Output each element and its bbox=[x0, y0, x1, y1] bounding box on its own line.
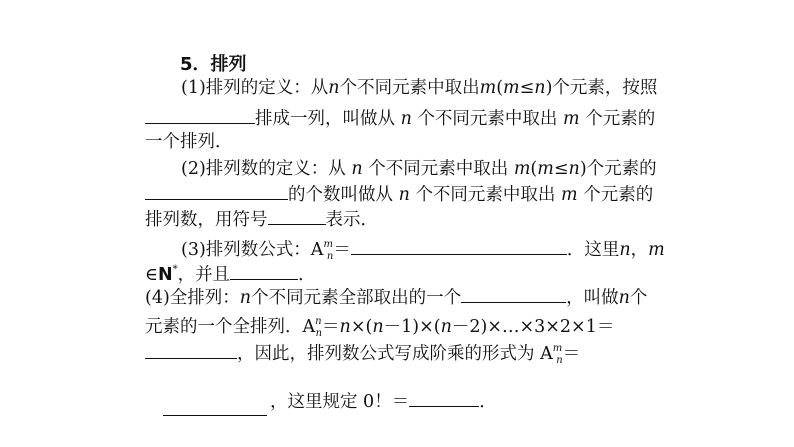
blank-permutation-formula[interactable] bbox=[351, 237, 567, 255]
blank-condition[interactable] bbox=[230, 262, 298, 280]
p2-line2: 的个数叫做从 n 个不同元素中取出 m 个元素的 bbox=[145, 182, 653, 206]
blank-zero-factorial[interactable] bbox=[409, 389, 479, 407]
blank-all-arrangements[interactable] bbox=[145, 182, 288, 200]
p3-line2: ∈N*，并且 ． bbox=[145, 264, 316, 285]
p3-line1: (3)排列数公式：$A^m_n=$ ．这里n，m bbox=[181, 239, 665, 262]
p4-line3: ，因此，排列数公式写成阶乘的形式为 $A^m_n=$ bbox=[145, 338, 580, 372]
section-title: 5．排列 bbox=[180, 54, 247, 75]
p1-line1: (1)排列的定义：从n个不同元素中取出m(m≤n)个元素，按照 bbox=[181, 78, 658, 98]
blank-factorial[interactable] bbox=[145, 341, 237, 359]
blank-full-permutation[interactable] bbox=[461, 285, 566, 303]
p4-line4: ，这里规定 0！＝ ． bbox=[270, 389, 497, 413]
p1-line2: 排成一列，叫做从 n 个不同元素中取出 m 个元素的 bbox=[145, 106, 655, 130]
p4-line1: (4)全排列：n个不同元素全部取出的一个 ，叫做n个 bbox=[145, 285, 647, 309]
p2-line3: 排列数，用符号 表示． bbox=[145, 207, 378, 231]
blank-arrange-order[interactable] bbox=[145, 106, 255, 124]
p2-line1: (2)排列数的定义：从 n 个不同元素中取出 m(m≤n)个元素的 bbox=[181, 159, 657, 179]
blank-symbol[interactable] bbox=[268, 207, 326, 225]
blank-factorial-form[interactable] bbox=[163, 398, 267, 416]
p4-line2: 元素的一个全排列．$A^n_n=n\times(n-1)\times(n-2)\times\dots\times 3\times 2\times 1=$ bbox=[145, 316, 615, 339]
p1-line3: 一个排列． bbox=[145, 132, 233, 152]
